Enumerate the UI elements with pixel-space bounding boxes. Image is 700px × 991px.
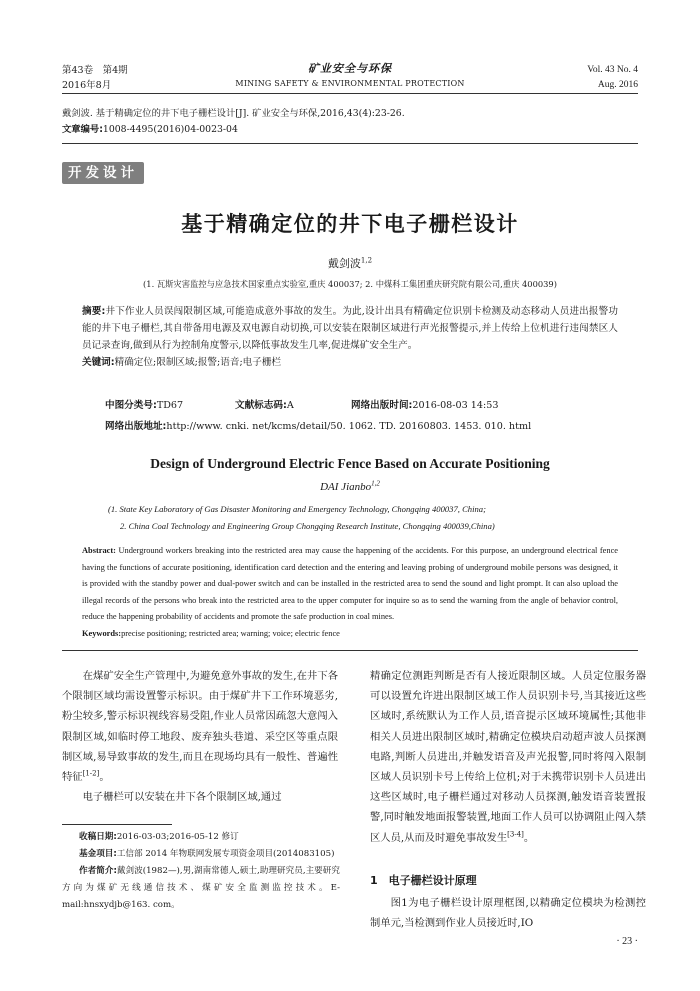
header-volume-cn: 第43卷 第4期	[62, 65, 128, 76]
footnote: 收稿日期:2016-03-03;2016-05-12 修订 基金项目:工信部 2014 年物联网发展专项资金项目(2014083105) 作者简介:戴剑波(1982—),男,湖南常德人,硕士,助理研究员,主要研究方向为煤矿无线通信技术、煤矿安全监测监控技术。E-mail:hnsxydjb@163. com。	[62, 832, 340, 910]
header-journal	[200, 60, 500, 88]
citation-text: 戴剑波. 基于精确定位的井下电子栅栏设计[J]. 矿业安全与环保,2016,43(4):23-26.	[62, 108, 405, 119]
body-paragraph: 电子栅栏可以安装在井下各个限制区域,通过	[82, 791, 282, 804]
section-tag: 开发设计	[62, 162, 144, 184]
author-en: DAI Jianbo$^{1,2}$	[320, 479, 380, 493]
publication-url-row: 网络出版地址:http://www. cnki. net/kcms/detail/50. 1062. TD. 20160803. 1453. 010. html	[105, 421, 532, 432]
abstract-en: Abstract: Underground workers breaking into the restricted area may cause the happening of the accidents. For this purpose, an underground electrical fence having the functions of accurate positioning, identification card detection and the entering and leaving probing of underground mobile persons was designed, it is provided with the standby power and dual-power switch and can be installed in the restricted area to send the sound and light prompt. It can also upload the illegal records of the persons who break into the restricted area to the upper computer for inquire so as to send the warning from the angle of behavior control, reduce the happening probability of accidents and promote the safe production in coal mines. Keywords:precise positioning; restricted area; warning; voice; electric fence	[82, 543, 618, 642]
affiliation-cn: (1. 瓦斯灾害监控与应急技术国家重点实验室,重庆 400037; 2. 中煤科工集团重庆研究院有限公司,重庆 400039)	[143, 279, 557, 289]
journal-name-cn: 矿业安全与环保	[308, 62, 392, 75]
article-number: 文章编号:1008-4495(2016)04-0023-04	[62, 124, 238, 135]
citation	[62, 106, 642, 138]
header-volume	[62, 63, 128, 93]
footnote-rule	[62, 824, 172, 825]
body-right-column-continued	[370, 893, 646, 933]
header-volume-en: Vol. 43 No. 4	[587, 65, 638, 75]
body-paragraph: 在煤矿安全生产管理中,为避免意外事故的发生,在井下各个限制区域均需设置警示标识。由于煤矿井下工作环境恶劣,粉尘较多,警示标识视线容易受阻,作业人员常因疏忽大意闯入限制区域,如临时停工地段、废弃独头巷道、采空区等重点限制区域,易导致事故的发生,而且在现场均具有一般性、普遍性特征[1-2]。	[62, 670, 338, 784]
keywords-en: Keywords:precise positioning; restricted area; warning; voice; electric fence	[82, 628, 340, 638]
affiliation-en: (1. State Key Laboratory of Gas Disaster Monitoring and Emergency Technology, Chongqing 400037, China; 2. China Coal Technology and Engineering Group Chongqing Research Institute, Chongqing 400039,China)	[108, 504, 495, 531]
body-paragraph: 图1为电子栅栏设计原理框图,以精确定位模块为检测控制单元,当检测到作业人员接近时,IO	[370, 897, 646, 930]
citation-rule	[62, 143, 638, 144]
abstract-cn	[82, 303, 618, 371]
header-volume-en-block	[587, 63, 638, 93]
title-en: Design of Underground Electric Fence Based on Accurate Positioning	[150, 456, 550, 471]
header-date-cn: 2016年8月	[62, 80, 112, 91]
journal-name-en: MINING SAFETY & ENVIRONMENTAL PROTECTION	[235, 79, 465, 88]
abstract-label: 摘要:	[82, 306, 106, 317]
author-cn: 戴剑波$^{1,2}$	[327, 256, 373, 270]
body-paragraph: 精确定位测距判断是否有人接近限制区域。人员定位服务器可以设置允许进出限制区域工作人员识别卡号,当其接近这些区域时,系统默认为工作人员,语音提示区域环境属性;其他非相关人员进出限制区域时,精确定位模块启动超声波人员探测电路,判断人员进出,并触发语音及声光报警,同时将闯入限制区域人员识别卡号上传给上位机;对于未携带识别卡人员进出这些区域时,电子栅栏通过对移动人员探测,触发语音装置报警,同时触发地面报警装置,地面工作人员可以协调阻止闯入禁区人员,从而及时避免事故发生[3-4]。	[370, 670, 646, 844]
publication-url[interactable]: http://www. cnki. net/kcms/detail/50. 1062. TD. 20160803. 1453. 010. html	[166, 421, 532, 432]
abstract-rule	[62, 650, 638, 651]
abstract-text: 井下作业人员误闯限制区域,可能造成意外事故的发生。为此,设计出具有精确定位识别卡检测及动态移动人员进出报警功能的井下电子栅栏,其自带备用电源及双电源自动切换,可以安装在限制区域进行声光报警提示,并上传给上位机进行违闯禁区人员记录查询,做到从行为控制角度警示,以降低事故发生几率,促进煤矿安全生产。	[82, 306, 618, 351]
page-title: 基于精确定位的井下电子栅栏设计	[181, 212, 519, 236]
body-right-column	[370, 666, 646, 848]
page-number: · 23 ·	[616, 936, 638, 947]
keywords-cn: 关键词:精确定位;限制区域;报警;语音;电子栅栏	[82, 357, 282, 368]
header-rule	[62, 93, 638, 94]
section-heading: 1 电子栅栏设计原理	[370, 874, 477, 887]
header-date-en: Aug. 2016	[597, 80, 638, 90]
classification-row: 中图分类号:TD67 文献标志码:A 网络出版时间:2016-08-03 14:53	[105, 400, 499, 411]
body-left-column	[62, 666, 338, 807]
